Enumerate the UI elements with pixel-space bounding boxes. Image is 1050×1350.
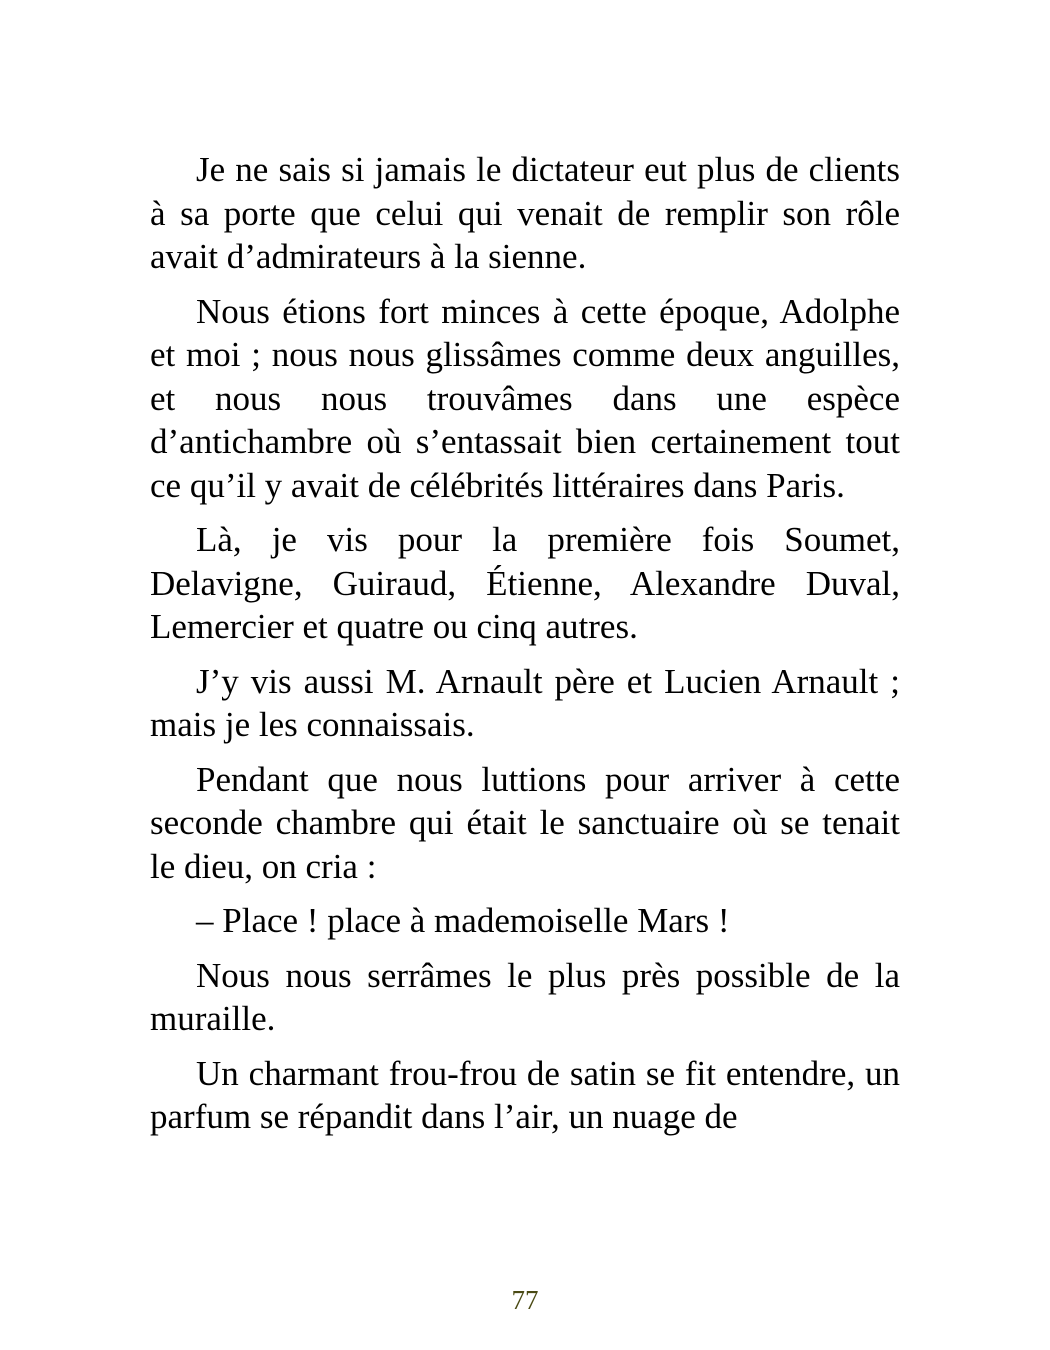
paragraph-7: Nous nous serrâmes le plus près possible de la muraille.: [150, 955, 900, 1038]
paragraph-3: Là, je vis pour la première fois Soumet, Delavigne, Guiraud, Étienne, Alexandre Duval, Lemercier et quatre ou cinq autres.: [150, 520, 900, 646]
paragraph-4: J’y vis aussi M. Arnault père et Lucien Arnault ; mais je les connaissais.: [150, 661, 900, 744]
page-body: [150, 148, 900, 1150]
page-number: 77: [511, 1285, 539, 1315]
paragraph-2: Nous étions fort minces à cette époque, Adolphe et moi ; nous nous glissâmes comme deux anguilles, et nous nous trouvâmes dans une espèce d’antichambre où s’entassait bien certainement tout ce qu’il y avait de célébrités littéraires dans Paris.: [150, 291, 900, 505]
paragraph-1: Je ne sais si jamais le dictateur eut plus de clients à sa porte que celui qui venait de remplir son rôle avait d’admirateurs à la sienne.: [150, 150, 900, 276]
paragraph-8: Un charmant frou-frou de satin se fit entendre, un parfum se répandit dans l’air, un nuage de: [150, 1053, 900, 1136]
paragraph-6: – Place ! place à mademoiselle Mars !: [196, 901, 730, 940]
paragraph-5: Pendant que nous luttions pour arriver à cette seconde chambre qui était le sanctuaire où se tenait le dieu, on cria :: [150, 759, 900, 886]
